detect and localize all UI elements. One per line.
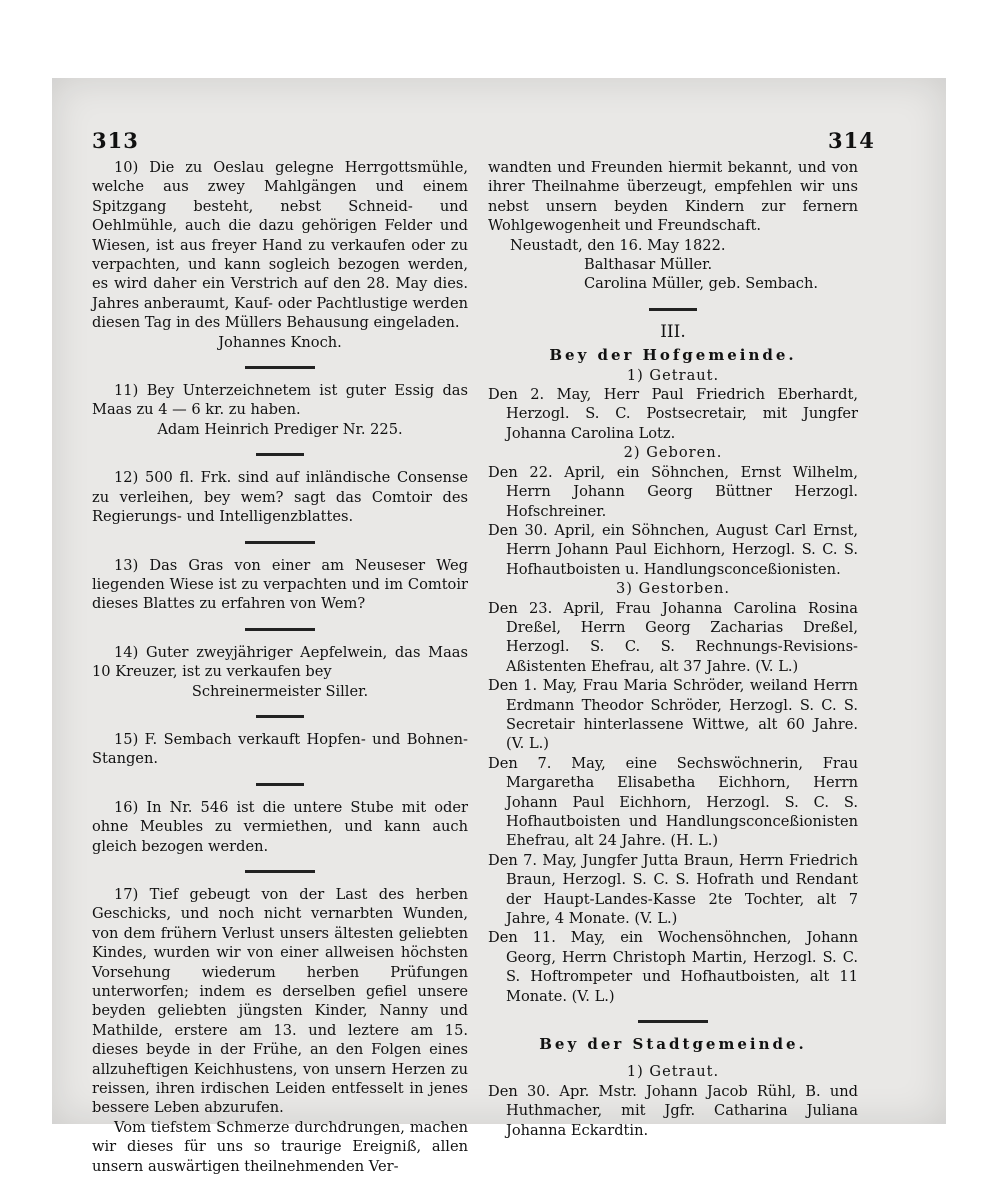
divider (256, 453, 304, 456)
divider (638, 1020, 708, 1023)
subheading-gestorben: 3) Gestorben. (615, 580, 731, 598)
notice-16: 16) In Nr. 546 ist die untere Stube mit oder ohne Meubles zu vermiethen, und kann auch gleich bezogen werden. (92, 798, 468, 855)
right-column (488, 158, 858, 1140)
register-entry: Den 2. May, Herr Paul Friedrich Eberhardt, Herzogl. S. C. Postsecretair, mit Jungfer Johanna Carolina Lotz. (488, 386, 858, 442)
register-entry: Den 7. May, Jungfer Jutta Braun, Herrn Friedrich Braun, Herzogl. S. C. S. Hofrath und Rendant der Haupt-Landes-Kasse 2te Tochter, alt 7 Jahre, 4 Monate. (V. L.) (488, 851, 858, 928)
page-number-left: 313 (92, 128, 139, 153)
divider (649, 308, 697, 311)
divider (245, 870, 315, 873)
divider (245, 541, 315, 544)
register-entry: Den 11. May, ein Wochensöhnchen, Johann Georg, Herrn Christoph Martin, Herzogl. S. C. S. Hoftrompeter und Hofhautboisten, alt 11 Monate. (V. L.) (488, 929, 858, 1005)
register-entry: Den 30. Apr. Mstr. Johann Jacob Rühl, B. und Huthmacher, mit Jgfr. Catharina Juliana Johanna Eckardtin. (488, 1082, 858, 1139)
subheading-getraut: 1) Getraut. (626, 1063, 720, 1081)
signature-father: Balthasar Müller. (584, 256, 713, 274)
register-entry: Den 22. April, ein Söhnchen, Ernst Wilhelm, Herrn Johann Georg Büttner Herzogl. Hofschreiner. (488, 463, 858, 520)
page-number-right: 314 (828, 128, 875, 153)
divider (245, 628, 315, 631)
divider (256, 783, 304, 786)
register-entry: Den 30. April, ein Söhnchen, August Carl Ernst, Herrn Johann Paul Eichhorn, Herzogl. S. C. S. Hofhautboisten u. Handlungsconceßionisten. (488, 521, 858, 578)
notice-13: 13) Das Gras von einer am Neuseser Weg liegenden Wiese ist zu verpachten und im Comtoir dieses Blattes zu erfahren von Wem? (92, 556, 468, 613)
notice-10-signature: Johannes Knoch. (218, 333, 342, 351)
notice-14-signature: Schreinermeister Siller. (191, 682, 369, 700)
notice-17-continuation: wandten und Freunden hiermit bekannt, und von ihrer Theilnahme überzeugt, empfehlen wir uns nebst unsern beyden Kindern zur fernern Wohlgewogenheit und Freundschaft. (488, 159, 858, 235)
notice-15: 15) F. Sembach verkauft Hopfen- und Bohnen-Stangen. (92, 730, 468, 768)
signature-mother: Carolina Müller, geb. Sembach. (584, 275, 818, 293)
subheading-geboren: 2) Geboren. (623, 444, 723, 462)
register-entry: Den 7. May, eine Sechswöchnerin, Frau Margaretha Elisabetha Eichhorn, Herrn Johann Paul Eichhorn, Herzogl. S. C. S. Hofhautboisten und Handlungsconceßionisten Ehefrau, alt 24 Jahre. (H. L.) (488, 754, 858, 850)
notice-12: 12) 500 fl. Frk. sind auf inländische Consense zu verleihen, bey wem? sagt das Comtoir des Regierungs- und Intelligenzblattes. (92, 469, 468, 526)
subheading-getraut: 1) Getraut. (626, 366, 720, 384)
left-column (92, 158, 468, 1176)
section-number: III. (660, 321, 686, 342)
notice-11-signature: Adam Heinrich Prediger Nr. 225. (157, 420, 403, 438)
notice-11: 11) Bey Unterzeichnetem ist guter Essig das Maas zu 4 — 6 kr. zu haben. (92, 382, 468, 419)
notice-17-continued: Vom tiefstem Schmerze durchdrungen, machen wir dieses für uns so traurige Ereigniß, allen unsern auswärtigen theilnehmenden Ver- (92, 1118, 468, 1175)
notice-14: 14) Guter zweyjähriger Aepfelwein, das Maas 10 Kreuzer, ist zu verkaufen bey (92, 643, 468, 681)
notice-10: 10) Die zu Oeslau gelegne Herrgottsmühle, welche aus zwey Mahlgängen und einem Spitzgang besteht, nebst Schneid- und Oehlmühle, auch die dazu gehörigen Felder und Wiesen, ist aus freyer Hand zu verkaufen oder zu verpachten, und kann sogleich bezogen werden, es wird daher ein Verstrich auf den 28. May dies. Jahres anberaumt, Kauf- oder Pachtlustige werden diesen Tag in des Müllers Behausung eingeladen. (92, 159, 468, 332)
heading-hofgemeinde: Bey der Hofgemeinde. (549, 346, 797, 365)
heading-stadtgemeinde: Bey der Stadtgemeinde. (539, 1035, 807, 1054)
register-entry: Den 1. May, Frau Maria Schröder, weiland Herrn Erdmann Theodor Schröder, Herzogl. S. C. S. Secretair hinterlassene Wittwe, alt 60 Jahre. (V. L.) (488, 677, 858, 753)
register-entry: Den 23. April, Frau Johanna Carolina Rosina Dreßel, Herrn Georg Zacharias Dreßel, Herzogl. S. C. S. Rechnungs-Revisions-Aßistenten Ehefrau, alt 37 Jahre. (V. L.) (488, 599, 858, 675)
notice-17: 17) Tief gebeugt von der Last des herben Geschicks, und noch nicht vernarbten Wunden, von dem frühern Verlust unsers ältesten geliebten Kindes, wurden wir von einer allweisen höchsten Vorsehung wiederum herben Prüfungen unterworfen; indem es derselben gefiel unsere beyden geliebten jüngsten Kinder, Nanny und Mathilde, erstere am 13. und leztere am 15. dieses beyde in der Frühe, an den Folgen eines allzuheftigen Keichhustens, von unsern Herzen zu reissen, ihren irdischen Leiden entfesselt in jenes bessere Leben abzurufen. (92, 885, 468, 1117)
divider (245, 366, 315, 369)
divider (256, 715, 304, 718)
place-date: Neustadt, den 16. May 1822. (510, 236, 726, 254)
